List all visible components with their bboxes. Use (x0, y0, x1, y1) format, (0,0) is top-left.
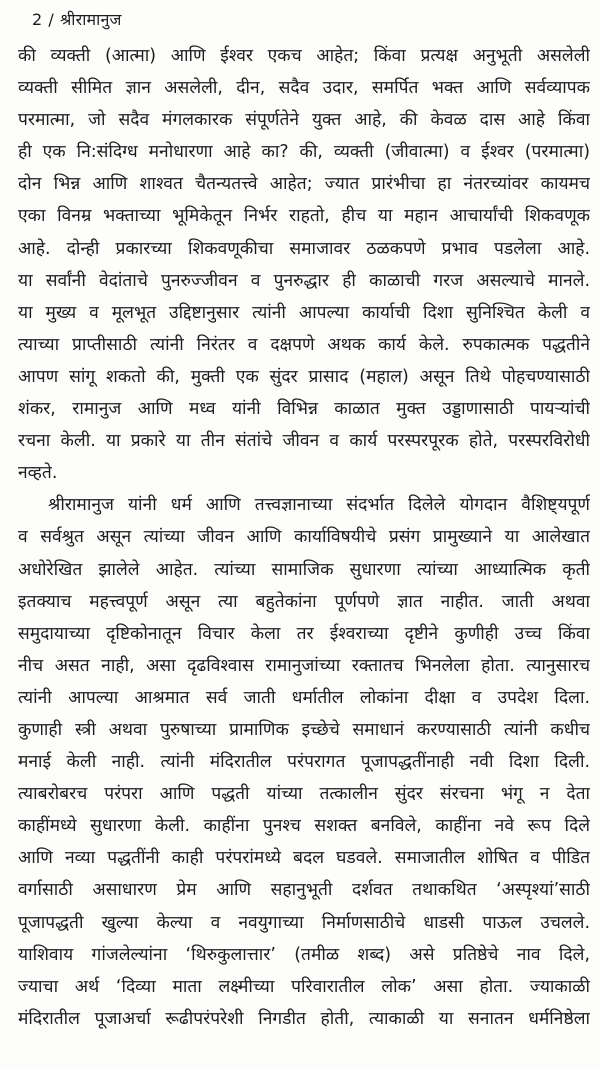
text-line: आपण सांगू शकतो की, मुक्ती एक सुंदर प्रासाद (महाल) असून तिथे पोहचण्यासाठी (18, 366, 590, 387)
text-line: व्यक्ती सीमित ज्ञान असलेली, दीन, सदैव उदार, समर्पित भक्त आणि सर्वव्यापक (18, 78, 590, 99)
text-line: त्याच्या प्राप्तीसाठी त्यांनी निरंतर व दक्षपणे अथक कार्य केले. रुपकात्मक पद्धतीने (18, 334, 590, 355)
text-line: रचना केली. या प्रकारे या तीन संतांचे जीवन व कार्य परस्परपूरक होते, परस्परविरोधी (18, 431, 590, 452)
text-line: दोन भिन्न आणि शाश्वत चैतन्यतत्त्वे आहेत; ज्यात प्रारंभीचा हा नंतरच्यांवर कायमच (18, 174, 590, 195)
running-title: श्रीरामानुज (59, 10, 122, 29)
text-line: शंकर, रामानुज आणि मध्व यांनी विभिन्न काळात मुक्त उड्डाणासाठी पायऱ्यांची (18, 399, 590, 420)
text-line: आणि नव्या पद्धतींनी काही परंपरांमध्ये बदल घडवले. समाजातील शोषित व पीडित (18, 848, 590, 869)
text-line: इतक्याच महत्त्वपूर्ण असून त्या बहुतेकांना पूर्णपणे ज्ञात नाहीत. जाती अथवा (18, 591, 590, 612)
text-line: ही एक नि:संदिग्ध मनोधारणा आहे का? की, व्यक्ती (जीवात्मा) व ईश्वर (परमात्मा) (18, 142, 590, 163)
text-line: त्याबरोबरच परंपरा आणि पद्धती यांच्या तत्कालीन सुंदर संरचना भंगू न देता (18, 784, 590, 805)
text-line: पूजापद्धती खुल्या केल्या व नवयुगाच्या निर्माणसाठीचे धाडसी पाऊल उचलले. (18, 912, 590, 933)
text-line: याशिवाय गांजलेल्यांना ‘थिरुकुलात्तार’ (तमीळ शब्द) असे प्रतिष्ठेचे नाव दिले, (18, 944, 590, 965)
text-line: आहे. दोन्ही प्रकारच्या शिकवणूकीचा समाजावर ठळकपणे प्रभाव पडलेला आहे. (18, 238, 590, 259)
book-page (18, 8, 590, 1063)
text-line: परमात्मा, जो सदैव मंगलकारक संपूर्णतेने युक्त आहे, की केवळ दास आहे किंवा (18, 110, 590, 131)
text-line: काहींमध्ये सुधारणा केली. काहींना पुनश्च सशक्त बनविले, काहींना नवे रूप दिले (18, 816, 590, 837)
header-separator: / (48, 10, 54, 29)
text-line: त्यांनी आपल्या आश्रमात सर्व जाती धर्मातील लोकांना दीक्षा व उपदेश दिला. (18, 687, 590, 708)
text-line: व सर्वश्रुत असून त्यांच्या जीवन आणि कार्याविषयीचे प्रसंग प्रामुख्याने या आलेखात (18, 527, 590, 548)
text-line: या मुख्य व मूलभूत उद्दिष्टानुसार त्यांनी आपल्या कार्याची दिशा सुनिश्चित केली व (18, 302, 590, 323)
text-line: वर्गासाठी असाधारण प्रेम आणि सहानुभूती दर्शवत तथाकथित ‘अस्पृश्यां’साठी (18, 880, 590, 901)
text-line: नीच असत नाही, असा दृढविश्वास रामानुजांच्या रक्तातच भिनलेला होता. त्यानुसारच (18, 655, 590, 676)
text-line: ज्याचा अर्थ ‘दिव्या माता लक्ष्मीच्या परिवारातील लोक’ असा होता. ज्याकाळी (18, 976, 590, 997)
text-line: एका विनम्र भक्ताच्या भूमिकेतून निर्भर राहतो, हीच या महान आचार्यांची शिकवणूक (18, 206, 590, 227)
text-line: या सर्वांनी वेदांताचे पुनरुज्जीवन व पुनरुद्धार ही काळाची गरज असल्याचे मानले. (18, 270, 590, 291)
running-header (18, 8, 590, 40)
text-line: अधोरेखित झालेले आहेत. त्यांच्या सामाजिक सुधारणा त्यांच्या आध्यात्मिक कृती (18, 559, 590, 580)
text-line: की व्यक्ती (आत्मा) आणि ईश्वर एकच आहेत; किंवा प्रत्यक्ष अनुभूती असलेली (18, 46, 590, 66)
body-text (18, 40, 590, 1035)
text-line: मंदिरातील पूजाअर्चा रूढीपरंपरेशी निगडीत होती, त्याकाळी या सनातन धर्मनिष्ठेला (18, 1008, 590, 1029)
text-line: कुणाही स्त्री अथवा पुरुषाच्या प्रामाणिक इच्छेचे समाधानं करण्यासाठी त्यांनी कधीच (18, 719, 590, 740)
paragraph-1 (18, 40, 590, 489)
text-line: श्रीरामानुज यांनी धर्म आणि तत्त्वज्ञानाच्या संदर्भात दिलेले योगदान वैशिष्ट्यपूर्ण (48, 495, 590, 516)
paragraph-2 (18, 489, 590, 1035)
text-line: नव्हते. (18, 463, 58, 484)
text-line: समुदायाच्या दृष्टिकोनातून विचार केला तर ईश्वराच्या दृष्टीने कुणीही उच्च किंवा (18, 623, 590, 644)
text-line: मनाई केली नाही. त्यांनी मंदिरातील परंपरागत पूजापद्धतींनाही नवी दिशा दिली. (18, 752, 590, 773)
page-number: 2 (32, 10, 43, 29)
